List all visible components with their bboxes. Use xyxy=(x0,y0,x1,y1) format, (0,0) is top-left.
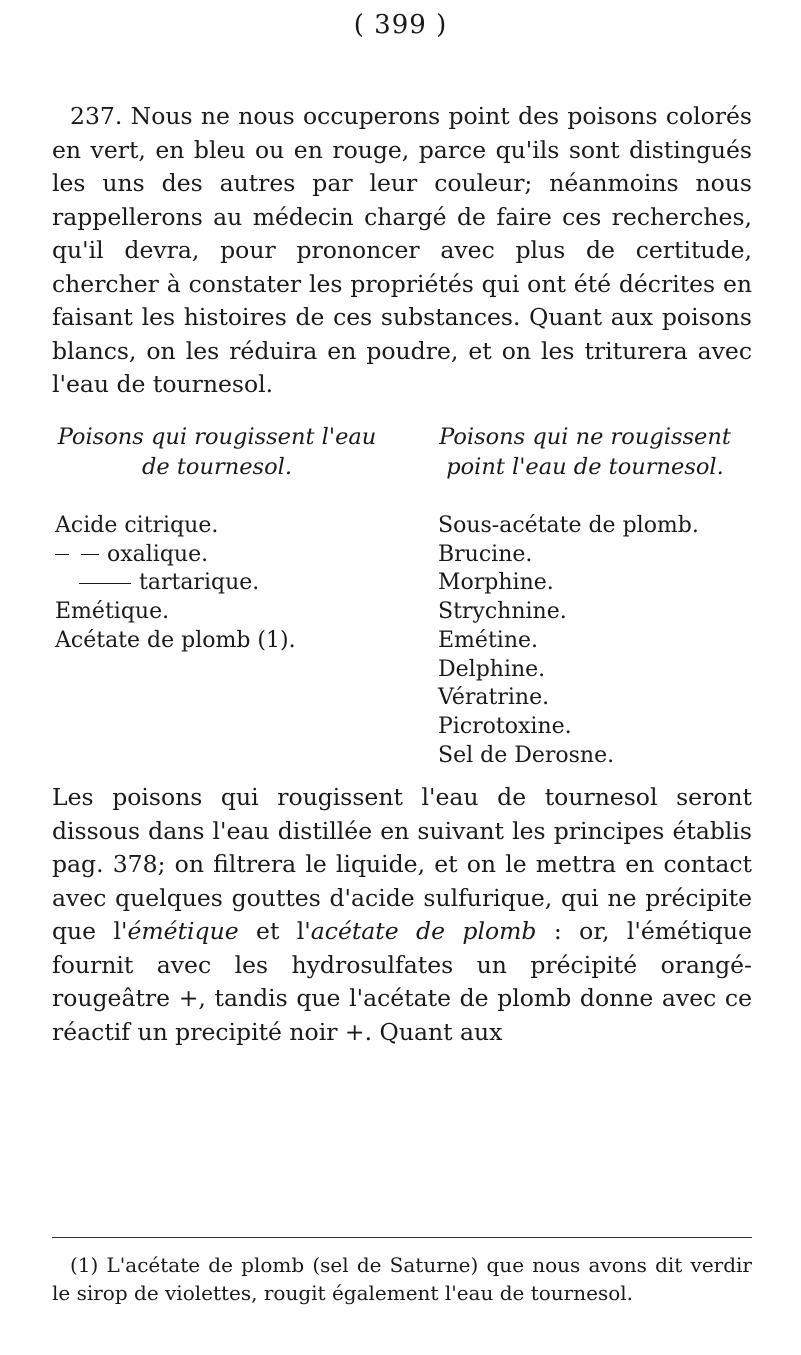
ditto-dash xyxy=(79,583,131,584)
ditto-dash xyxy=(81,554,99,555)
list-item: Delphine. xyxy=(438,656,546,682)
ditto-dash xyxy=(55,554,69,555)
list-item: Sous-acétate de plomb. xyxy=(438,513,699,538)
list-item: Sel de Derosne. xyxy=(438,742,615,768)
list-item: Emétique. xyxy=(55,599,170,625)
emphasis-emetique: émétique xyxy=(127,917,239,945)
paragraph-reactions: Les poisons qui rougissent l'eau de tournesol seront dissous dans l'eau distillée en suivant les principes établis pag. 378; on filtrera le liquide, et on le mettra en contact avec quelques gouttes d'acide sulfurique, qui ne précipite que l'émétique et l'acétate de plomb : or, l'émétique fournit avec les hydrosulfates un précipité orangé-rougeâtre +, tandis que l'acétate de plomb donne avec ce réactif un precipité noir +. Quant aux xyxy=(52,783,752,1046)
right-heading-line1: Poisons qui ne rougissent xyxy=(439,424,731,450)
footnote: (1) L'acétate de plomb (sel de Saturne) que nous avons dit verdir le sirop de violettes, rougit également l'eau de tournesol. xyxy=(52,1253,752,1305)
list-item: Vératrine. xyxy=(438,685,550,711)
list-item: Brucine. xyxy=(438,541,533,567)
emphasis-acetate: acétate de plomb xyxy=(310,917,537,945)
right-column-heading xyxy=(410,422,760,482)
right-heading-line2: point l'eau de tournesol. xyxy=(446,454,724,480)
left-heading-line1: Poisons qui rougissent l'eau xyxy=(57,424,377,450)
list-item: Emétine. xyxy=(438,627,538,653)
right-poison-list xyxy=(438,512,768,770)
list-item: Picrotoxine. xyxy=(438,713,572,739)
paragraph-237: 237. Nous ne nous occuperons point des poisons colorés en vert, en bleu ou en rouge, parce qu'ils sont distingués les uns des autres par leur couleur; néanmoins nous rappellerons au médecin chargé de faire ces recherches, qu'il devra, pour prononcer avec plus de certitude, chercher à constater les propriétés qui ont été décrites en faisant les histoires de ces substances. Quant aux poisons blancs, on les réduira en poudre, et on les triturera avec l'eau de tournesol. xyxy=(52,102,752,398)
footnote-rule xyxy=(52,1237,752,1238)
page-number: ( 399 ) xyxy=(353,10,448,40)
left-heading-line2: de tournesol. xyxy=(142,454,292,480)
left-poison-list xyxy=(55,512,385,656)
left-column-heading xyxy=(52,422,382,482)
list-item: Strychnine. xyxy=(438,599,567,625)
list-item: oxalique. xyxy=(55,541,385,570)
list-item: Acide citrique. xyxy=(55,513,219,538)
list-item: Morphine. xyxy=(438,570,554,596)
list-item: Acétate de plomb (1). xyxy=(55,627,296,653)
list-item: tartarique. xyxy=(55,569,385,598)
